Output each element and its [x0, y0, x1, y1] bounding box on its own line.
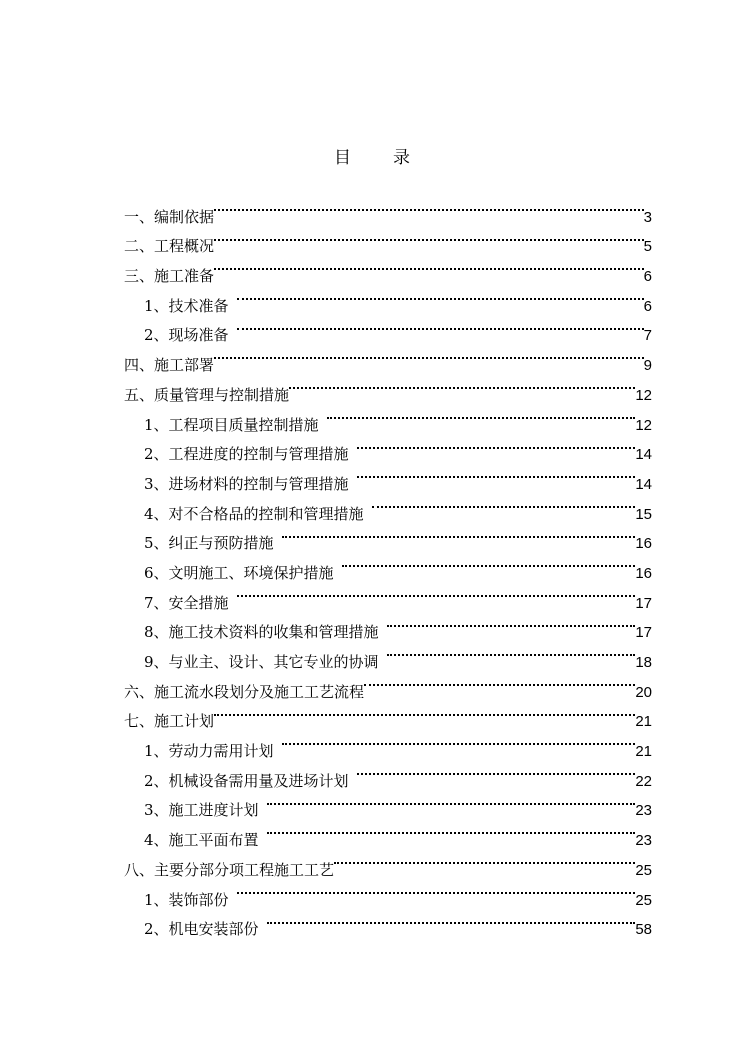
dot-leader [387, 637, 636, 667]
dot-leader [289, 370, 635, 400]
dot-leader [267, 786, 636, 816]
dot-leader [372, 489, 636, 519]
toc-entry-page-number: 17 [635, 624, 652, 642]
toc-entry-page-number: 15 [635, 505, 652, 523]
dot-leader [214, 222, 644, 252]
toc-entry-label: 1、劳动力需用计划 [144, 742, 274, 761]
toc-entry-label: 4、施工平面布置 [144, 831, 259, 850]
toc-entry-page-number: 58 [635, 921, 652, 939]
toc-entry-page-number: 25 [635, 861, 652, 879]
toc-entry-page-number: 16 [635, 535, 652, 553]
dot-leader [214, 340, 644, 370]
toc-entry-page-number: 6 [643, 297, 652, 315]
toc-entry-label: 2、工程进度的控制与管理措施 [144, 445, 349, 464]
toc-entry-label: 四、施工部署 [124, 356, 215, 375]
toc-entry-label: 六、施工流水段划分及施工工艺流程 [124, 682, 365, 701]
dot-leader [237, 311, 644, 341]
toc-entry-page-number: 3 [643, 208, 652, 226]
dot-leader [214, 251, 644, 281]
toc-entry[interactable] [124, 192, 652, 226]
toc-entry-label: 8、施工技术资料的收集和管理措施 [144, 623, 379, 642]
dot-leader [327, 400, 636, 430]
toc-entry-label: 9、与业主、设计、其它专业的协调 [144, 653, 379, 671]
toc-entry-label: 二、工程概况 [124, 237, 215, 256]
toc-entry-page-number: 14 [635, 446, 652, 464]
table-of-contents [124, 192, 652, 939]
toc-entry-label: 五、质量管理与控制措施 [124, 385, 290, 404]
toc-entry-label: 2、机电安装部份 [144, 920, 259, 939]
toc-entry-label: 1、装饰部份 [144, 890, 229, 909]
toc-entry-label: 一、编制依据 [124, 207, 215, 226]
dot-leader [282, 519, 636, 549]
toc-entry-label: 三、施工准备 [124, 267, 215, 286]
toc-entry-page-number: 18 [635, 654, 652, 671]
page-title [0, 146, 744, 170]
dot-leader [364, 667, 635, 697]
toc-entry-label: 2、机械设备需用量及进场计划 [144, 771, 349, 790]
toc-entry-page-number: 22 [635, 772, 652, 790]
dot-leader [214, 192, 644, 222]
dot-leader [282, 726, 636, 756]
dot-leader [237, 281, 644, 311]
toc-entry-page-number: 6 [643, 268, 652, 286]
toc-entry-page-number: 16 [635, 564, 652, 582]
dot-leader [387, 608, 636, 638]
toc-entry-label: 八、主要分部分项工程施工工艺 [124, 860, 335, 879]
dot-leader [237, 875, 636, 905]
toc-entry-label: 4、对不合格品的控制和管理措施 [144, 504, 364, 523]
toc-entry-label: 7、安全措施 [144, 593, 229, 612]
toc-entry-label: 七、施工计划 [124, 712, 215, 731]
toc-entry-page-number: 9 [643, 357, 652, 375]
dot-leader [342, 548, 636, 578]
toc-entry-label: 2、现场准备 [144, 326, 229, 345]
toc-entry-page-number: 25 [635, 891, 652, 909]
title-char-2: 录 [393, 148, 410, 168]
dot-leader [237, 578, 636, 608]
toc-entry-page-number: 23 [635, 802, 652, 820]
dot-leader [214, 697, 635, 727]
dot-leader [267, 815, 636, 845]
toc-entry-page-number: 17 [635, 594, 652, 612]
dot-leader [357, 430, 636, 460]
toc-entry-label: 3、施工进度计划 [144, 801, 259, 820]
toc-entry-page-number: 5 [643, 238, 652, 256]
toc-entry-label: 1、工程项目质量控制措施 [144, 415, 319, 434]
toc-entry-label: 5、纠正与预防措施 [144, 534, 274, 553]
toc-entry-page-number: 14 [635, 475, 652, 493]
toc-entry-page-number: 20 [635, 683, 652, 701]
title-char-1: 目 [334, 148, 351, 168]
dot-leader [267, 905, 636, 935]
toc-entry-label: 1、技术准备 [144, 296, 229, 315]
toc-entry-page-number: 7 [643, 327, 652, 345]
toc-entry-page-number: 12 [635, 416, 652, 434]
dot-leader [357, 756, 636, 786]
toc-entry-page-number: 23 [635, 832, 652, 850]
toc-entry-page-number: 21 [635, 743, 652, 761]
dot-leader [334, 845, 635, 875]
toc-entry-label: 3、进场材料的控制与管理措施 [144, 474, 349, 493]
toc-entry-page-number: 21 [635, 713, 652, 731]
dot-leader [357, 459, 636, 489]
toc-entry-page-number: 12 [635, 386, 652, 404]
toc-entry-label: 6、文明施工、环境保护措施 [144, 563, 334, 582]
